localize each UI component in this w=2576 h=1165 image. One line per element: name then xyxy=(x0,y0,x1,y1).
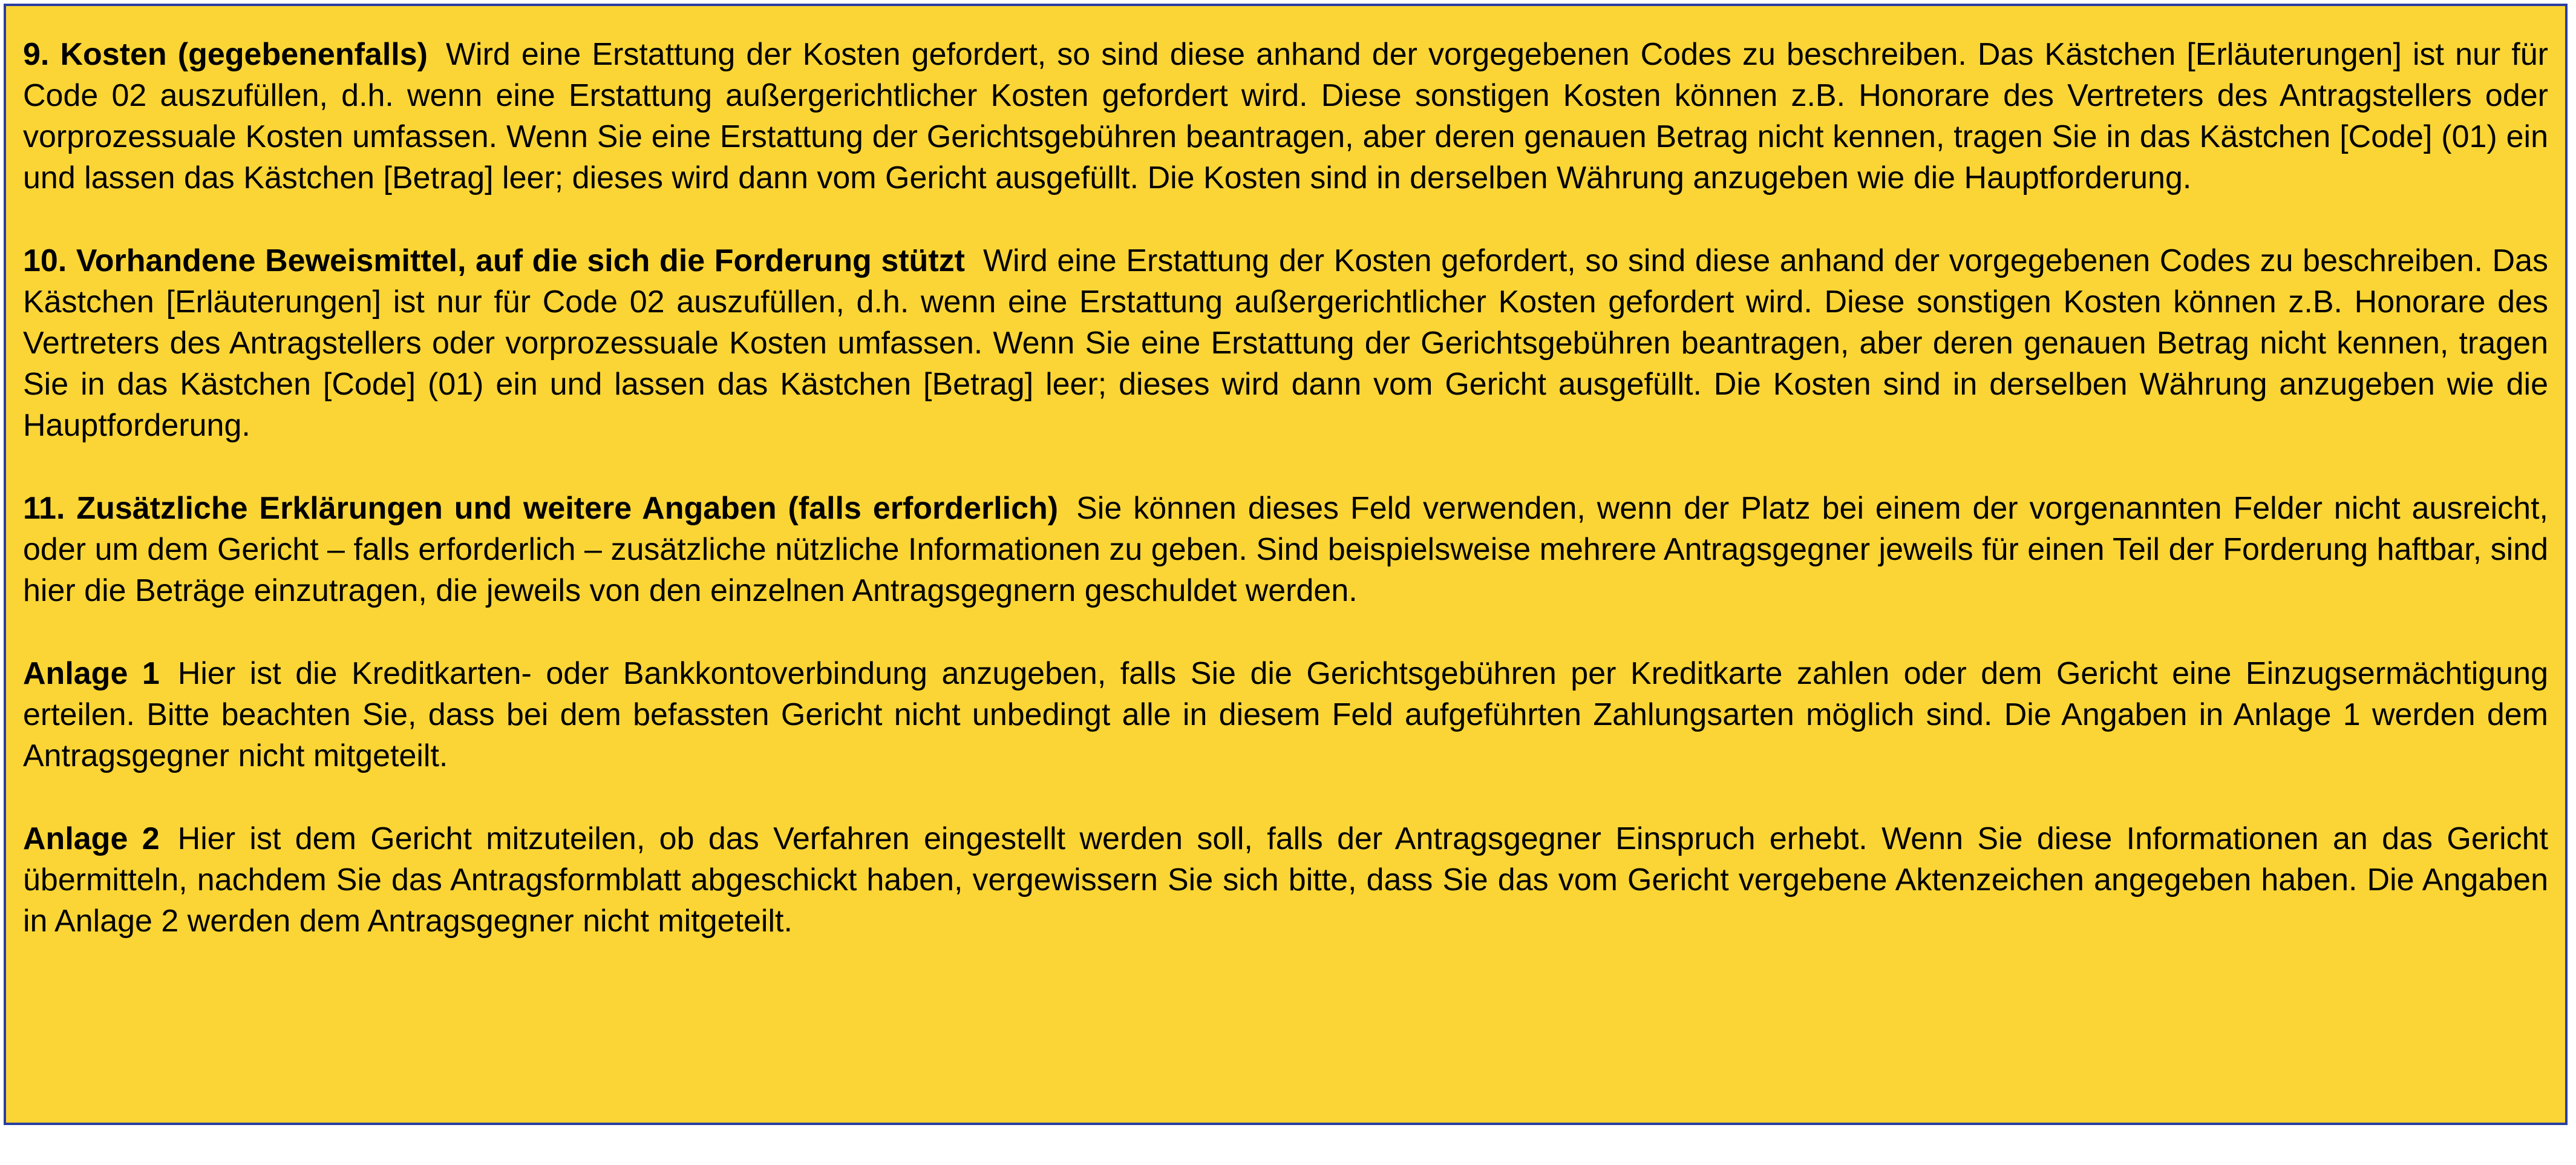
section-costs-text: Wird eine Erstattung der Kosten gefordert, so sind diese anhand der vorgegebenen Codes zu beschreiben. Das Kästchen [Erläuterungen] ist nur für Code 02 auszufüllen, d.h. wenn eine Erstattung außergerichtlicher Kosten gefordert wird. Diese sonstigen Kosten können z.B. Honorare des Vertreters des Antragstellers oder vorprozessuale Kosten umfassen. Wenn Sie eine Erstattung der Gerichtsgebühren beantragen, aber deren genauen Betrag nicht kennen, tragen Sie in das Kästchen [Code] (01) ein und lassen das Kästchen [Betrag] leer; dieses wird dann vom Gericht ausgefüllt. Die Kosten sind in derselben Währung anzugeben wie die Hauptforderung. xyxy=(23,37,2548,195)
section-evidence xyxy=(23,240,2548,446)
section-additional-info-heading: 11. Zusätzliche Erklärungen und weitere Angaben (falls erforderlich) xyxy=(23,491,1059,526)
section-annex-2 xyxy=(23,818,2548,942)
section-annex-2-text: Hier ist dem Gericht mitzuteilen, ob das Verfahren eingestellt werden soll, falls der Antragsgegner Einspruch erhebt. Wenn Sie diese Informationen an das Gericht übermitteln, nachdem Sie das Antragsformblatt abgeschickt haben, vergewissern Sie sich bitte, dass Sie das vom Gericht vergebene Aktenzeichen angegeben haben. Die Angaben in Anlage 2 werden dem Antragsgegner nicht mitgeteilt. xyxy=(23,821,2548,939)
section-costs xyxy=(23,34,2548,199)
section-annex-2-heading: Anlage 2 xyxy=(23,821,160,856)
section-costs-heading: 9. Kosten (gegebenenfalls) xyxy=(23,37,428,72)
section-annex-1 xyxy=(23,653,2548,776)
instructions-box xyxy=(4,4,2568,1125)
section-annex-1-heading: Anlage 1 xyxy=(23,656,160,691)
section-evidence-heading: 10. Vorhandene Beweismittel, auf die sich die Forderung stützt xyxy=(23,243,965,278)
section-additional-info-text: Sie können dieses Feld verwenden, wenn der Platz bei einem der vorgenannten Felder nicht ausreicht, oder um dem Gericht – falls erforderlich – zusätzliche nützliche Informationen zu geben. Sind beispielsweise mehrere Antragsgegner jeweils für einen Teil der Forderung haftbar, sind hier die Beträge einzutragen, die jeweils von den einzelnen Antragsgegnern geschuldet werden. xyxy=(23,491,2548,608)
section-additional-info xyxy=(23,488,2548,611)
section-evidence-text: Wird eine Erstattung der Kosten gefordert, so sind diese anhand der vorgegebenen Codes zu beschreiben. Das Kästchen [Erläuterungen] ist nur für Code 02 auszufüllen, d.h. wenn eine Erstattung außergerichtlicher Kosten gefordert wird. Diese sonstigen Kosten können z.B. Honorare des Vertreters des Antragstellers oder vorprozessuale Kosten umfassen. Wenn Sie eine Erstattung der Gerichtsgebühren beantragen, aber deren genauen Betrag nicht kennen, tragen Sie in das Kästchen [Code] (01) ein und lassen das Kästchen [Betrag] leer; dieses wird dann vom Gericht ausgefüllt. Die Kosten sind in derselben Währung anzugeben wie die Hauptforderung. xyxy=(23,243,2548,443)
section-annex-1-text: Hier ist die Kreditkarten- oder Bankkontoverbindung anzugeben, falls Sie die Gerichtsgebühren per Kreditkarte zahlen oder dem Gericht eine Einzugsermächtigung erteilen. Bitte beachten Sie, dass bei dem befassten Gericht nicht unbedingt alle in diesem Feld aufgeführten Zahlungsarten möglich sind. Die Angaben in Anlage 1 werden dem Antragsgegner nicht mitgeteilt. xyxy=(23,656,2548,773)
